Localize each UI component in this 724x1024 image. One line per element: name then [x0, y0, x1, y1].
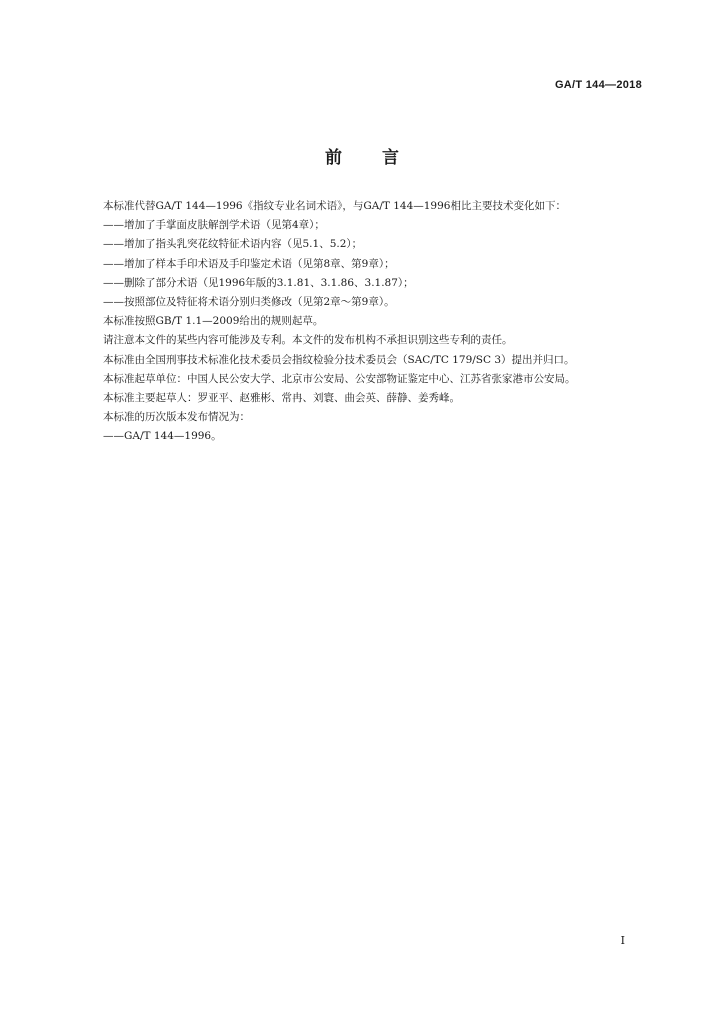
standard-code: GA/T 144—2018	[554, 79, 642, 91]
page-number: I	[620, 934, 625, 947]
page-title: 前言	[325, 148, 439, 168]
paragraph-drafters: 本标准主要起草人：罗亚平、赵雅彬、常冉、刘寰、曲会英、薛静、姜秀峰。	[103, 392, 460, 405]
change-item: ——按照部位及特征将术语分别归类修改（见第2章～第9章）。	[103, 296, 395, 309]
history-item: ——GA/T 144—1996。	[103, 430, 222, 443]
paragraph-intro: 本标准代替GA/T 144—1996《指纹专业名词术语》，与GA/T 144—1996相比主要技术变化如下：	[103, 200, 566, 212]
paragraph-proposer: 本标准由全国刑事技术标准化技术委员会指纹检验分技术委员会（SAC/TC 179/SC 3）提出并归口。	[103, 353, 575, 366]
paragraph-patent-notice: 请注意本文件的某些内容可能涉及专利。本文件的发布机构不承担识别这些专利的责任。	[103, 334, 513, 347]
change-item: ——删除了部分术语（见1996年版的3.1.81、3.1.86、3.1.87）；	[103, 276, 414, 289]
paragraph-history: 本标准的历次版本发布情况为：	[103, 411, 250, 424]
change-item: ——增加了手掌面皮肤解剖学术语（见第4章）；	[103, 219, 325, 232]
foreword-body	[82, 197, 642, 447]
paragraph-drafting-rules: 本标准按照GB/T 1.1—2009给出的规则起草。	[103, 315, 324, 328]
change-item: ——增加了指头乳突花纹特征术语内容（见5.1、5.2）；	[103, 238, 363, 251]
change-item: ——增加了样本手印术语及手印鉴定术语（见第8章、第9章）；	[103, 257, 395, 270]
paragraph-drafting-units: 本标准起草单位：中国人民公安大学、北京市公安局、公安部物证鉴定中心、江苏省张家港市公安局。	[103, 372, 576, 385]
